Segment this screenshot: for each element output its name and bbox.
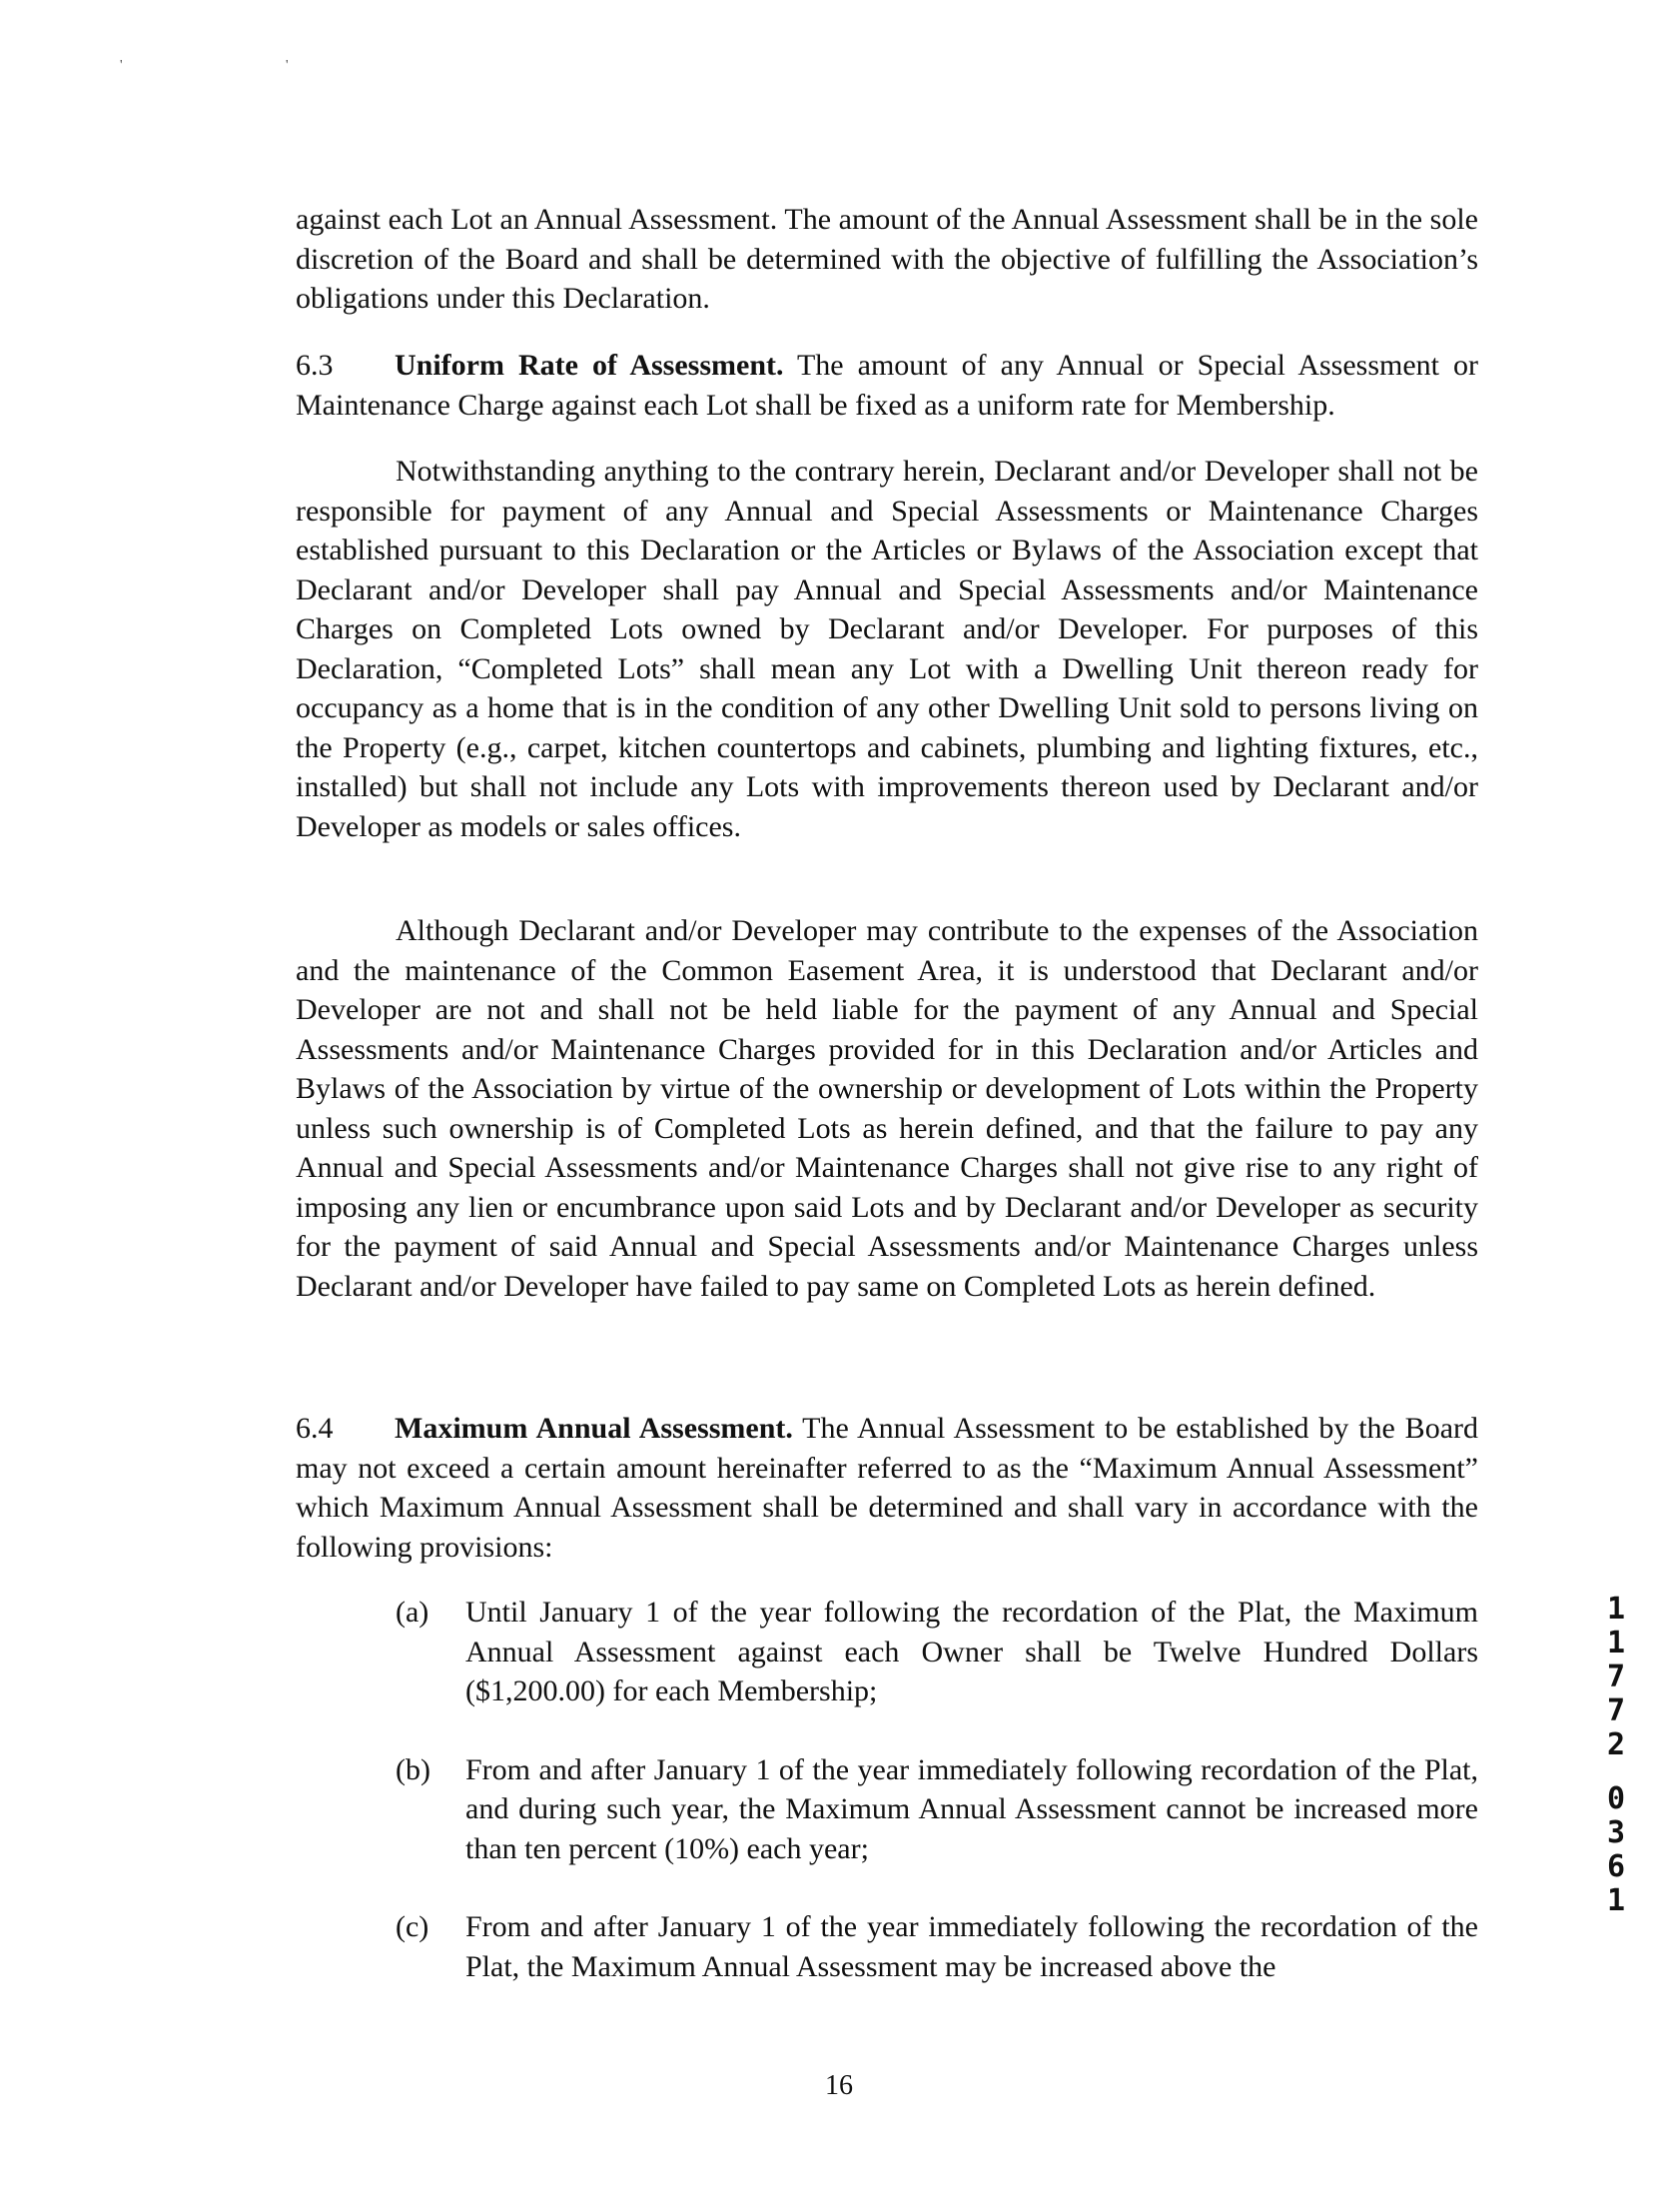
section-6-3-number: 6.3	[296, 349, 334, 382]
stamp-digit: 1	[1606, 1592, 1626, 1627]
although-paragraph	[296, 911, 1478, 1306]
scan-marks: ' '	[120, 58, 369, 73]
page-number: 16	[825, 2070, 853, 2101]
section-6-4-number: 6.4	[296, 1412, 334, 1445]
provisions-list	[396, 1593, 1478, 2025]
list-item-text: From and after January 1 of the year immediately following recordation of the Plat, and during such year, the Maximum Annual Assessment cannot be increased more than ten percent (10%) each year;	[465, 1752, 1478, 1865]
section-6-4	[296, 1409, 1478, 1567]
list-item-text: From and after January 1 of the year immediately following the recordation of the Plat, the Maximum Annual Assessment may be increased above the	[465, 1910, 1478, 1983]
stamp-digit: 2	[1606, 1727, 1626, 1762]
list-item-label: (c)	[396, 1910, 429, 1943]
section-6-4-title: Maximum Annual Assessment.	[395, 1412, 793, 1445]
recording-stamp-top	[1598, 1593, 1634, 1762]
list-item-label: (a)	[396, 1596, 429, 1629]
although-paragraph-text: Although Declarant and/or Developer may contribute to the expenses of the Association and the maintenance of the Common Easement Area, it is understood that Declarant and/or Developer are not and shall not be held liable for the payment of any Annual and Special Assessments and/or Maintenance Charges provided for in this Declaration and/or Articles and Bylaws of the Association by virtue of the ownership or development of Lots within the Property unless such ownership is of Completed Lots as herein defined, and that the failure to pay any Annual and Special Assessments and/or Maintenance Charges shall not give rise to any right of imposing any lien or encumbrance upon said Lots and by Declarant and/or Developer as security for the payment of said Annual and Special Assessments and/or Maintenance Charges unless Declarant and/or Developer have failed to pay same on Completed Lots as herein defined.	[296, 914, 1478, 1303]
stamp-digit: 3	[1606, 1815, 1626, 1850]
list-item	[396, 1750, 1478, 1869]
stamp-digit: 1	[1606, 1626, 1626, 1660]
stamp-digit: 7	[1606, 1693, 1626, 1728]
list-item-text: Until January 1 of the year following the recordation of the Plat, the Maximum Annual Assessment against each Owner shall be Twelve Hundred Dollars ($1,200.00) for each Membership;	[465, 1596, 1478, 1707]
section-6-3	[296, 346, 1478, 425]
stamp-digit: 6	[1606, 1849, 1626, 1884]
stamp-digit: 7	[1606, 1659, 1626, 1694]
stamp-digit: 1	[1606, 1883, 1626, 1918]
intro-paragraph-text: against each Lot an Annual Assessment. The amount of the Annual Assessment shall be in the sole discretion of the Board and shall be determined with the objective of fulfilling the Association’s obligations under this Declaration.	[296, 203, 1478, 315]
notwithstanding-paragraph-text: Notwithstanding anything to the contrary herein, Declarant and/or Developer shall not be responsible for payment of any Annual and Special Assessments or Maintenance Charges established pursuant to this Declaration or the Articles or Bylaws of the Association except that Declarant and/or Developer shall pay Annual and Special Assessments and/or Maintenance Charges on Completed Lots owned by Declarant and/or Developer. For purposes of this Declaration, “Completed Lots” shall mean any Lot with a Dwelling Unit thereon ready for occupancy as a home that is in the condition of any other Dwelling Unit sold to persons living on the Property (e.g., carpet, kitchen countertops and cabinets, plumbing and lighting fixtures, etc., installed) but shall not include any Lots with improvements thereon used by Declarant and/or Developer as models or sales offices.	[296, 455, 1478, 843]
recording-stamp-bottom	[1598, 1782, 1634, 1918]
notwithstanding-paragraph	[296, 452, 1478, 846]
list-item	[396, 1593, 1478, 1711]
intro-paragraph	[296, 200, 1478, 319]
section-6-4-text: The Annual Assessment to be established by the Board may not exceed a certain amount hereinafter referred to as the “Maximum Annual Assessment” which Maximum Annual Assessment shall be determined and shall vary in accordance with the following provisions:	[296, 1412, 1479, 1564]
stamp-digit: 0	[1606, 1781, 1626, 1816]
section-6-3-text: The amount of any Annual or Special Assessment or Maintenance Charge against each Lot shall be fixed as a uniform rate for Membership.	[296, 349, 1478, 422]
list-item-label: (b)	[396, 1752, 430, 1786]
section-6-3-title: Uniform Rate of Assessment.	[395, 349, 784, 382]
list-item	[396, 1907, 1478, 1986]
